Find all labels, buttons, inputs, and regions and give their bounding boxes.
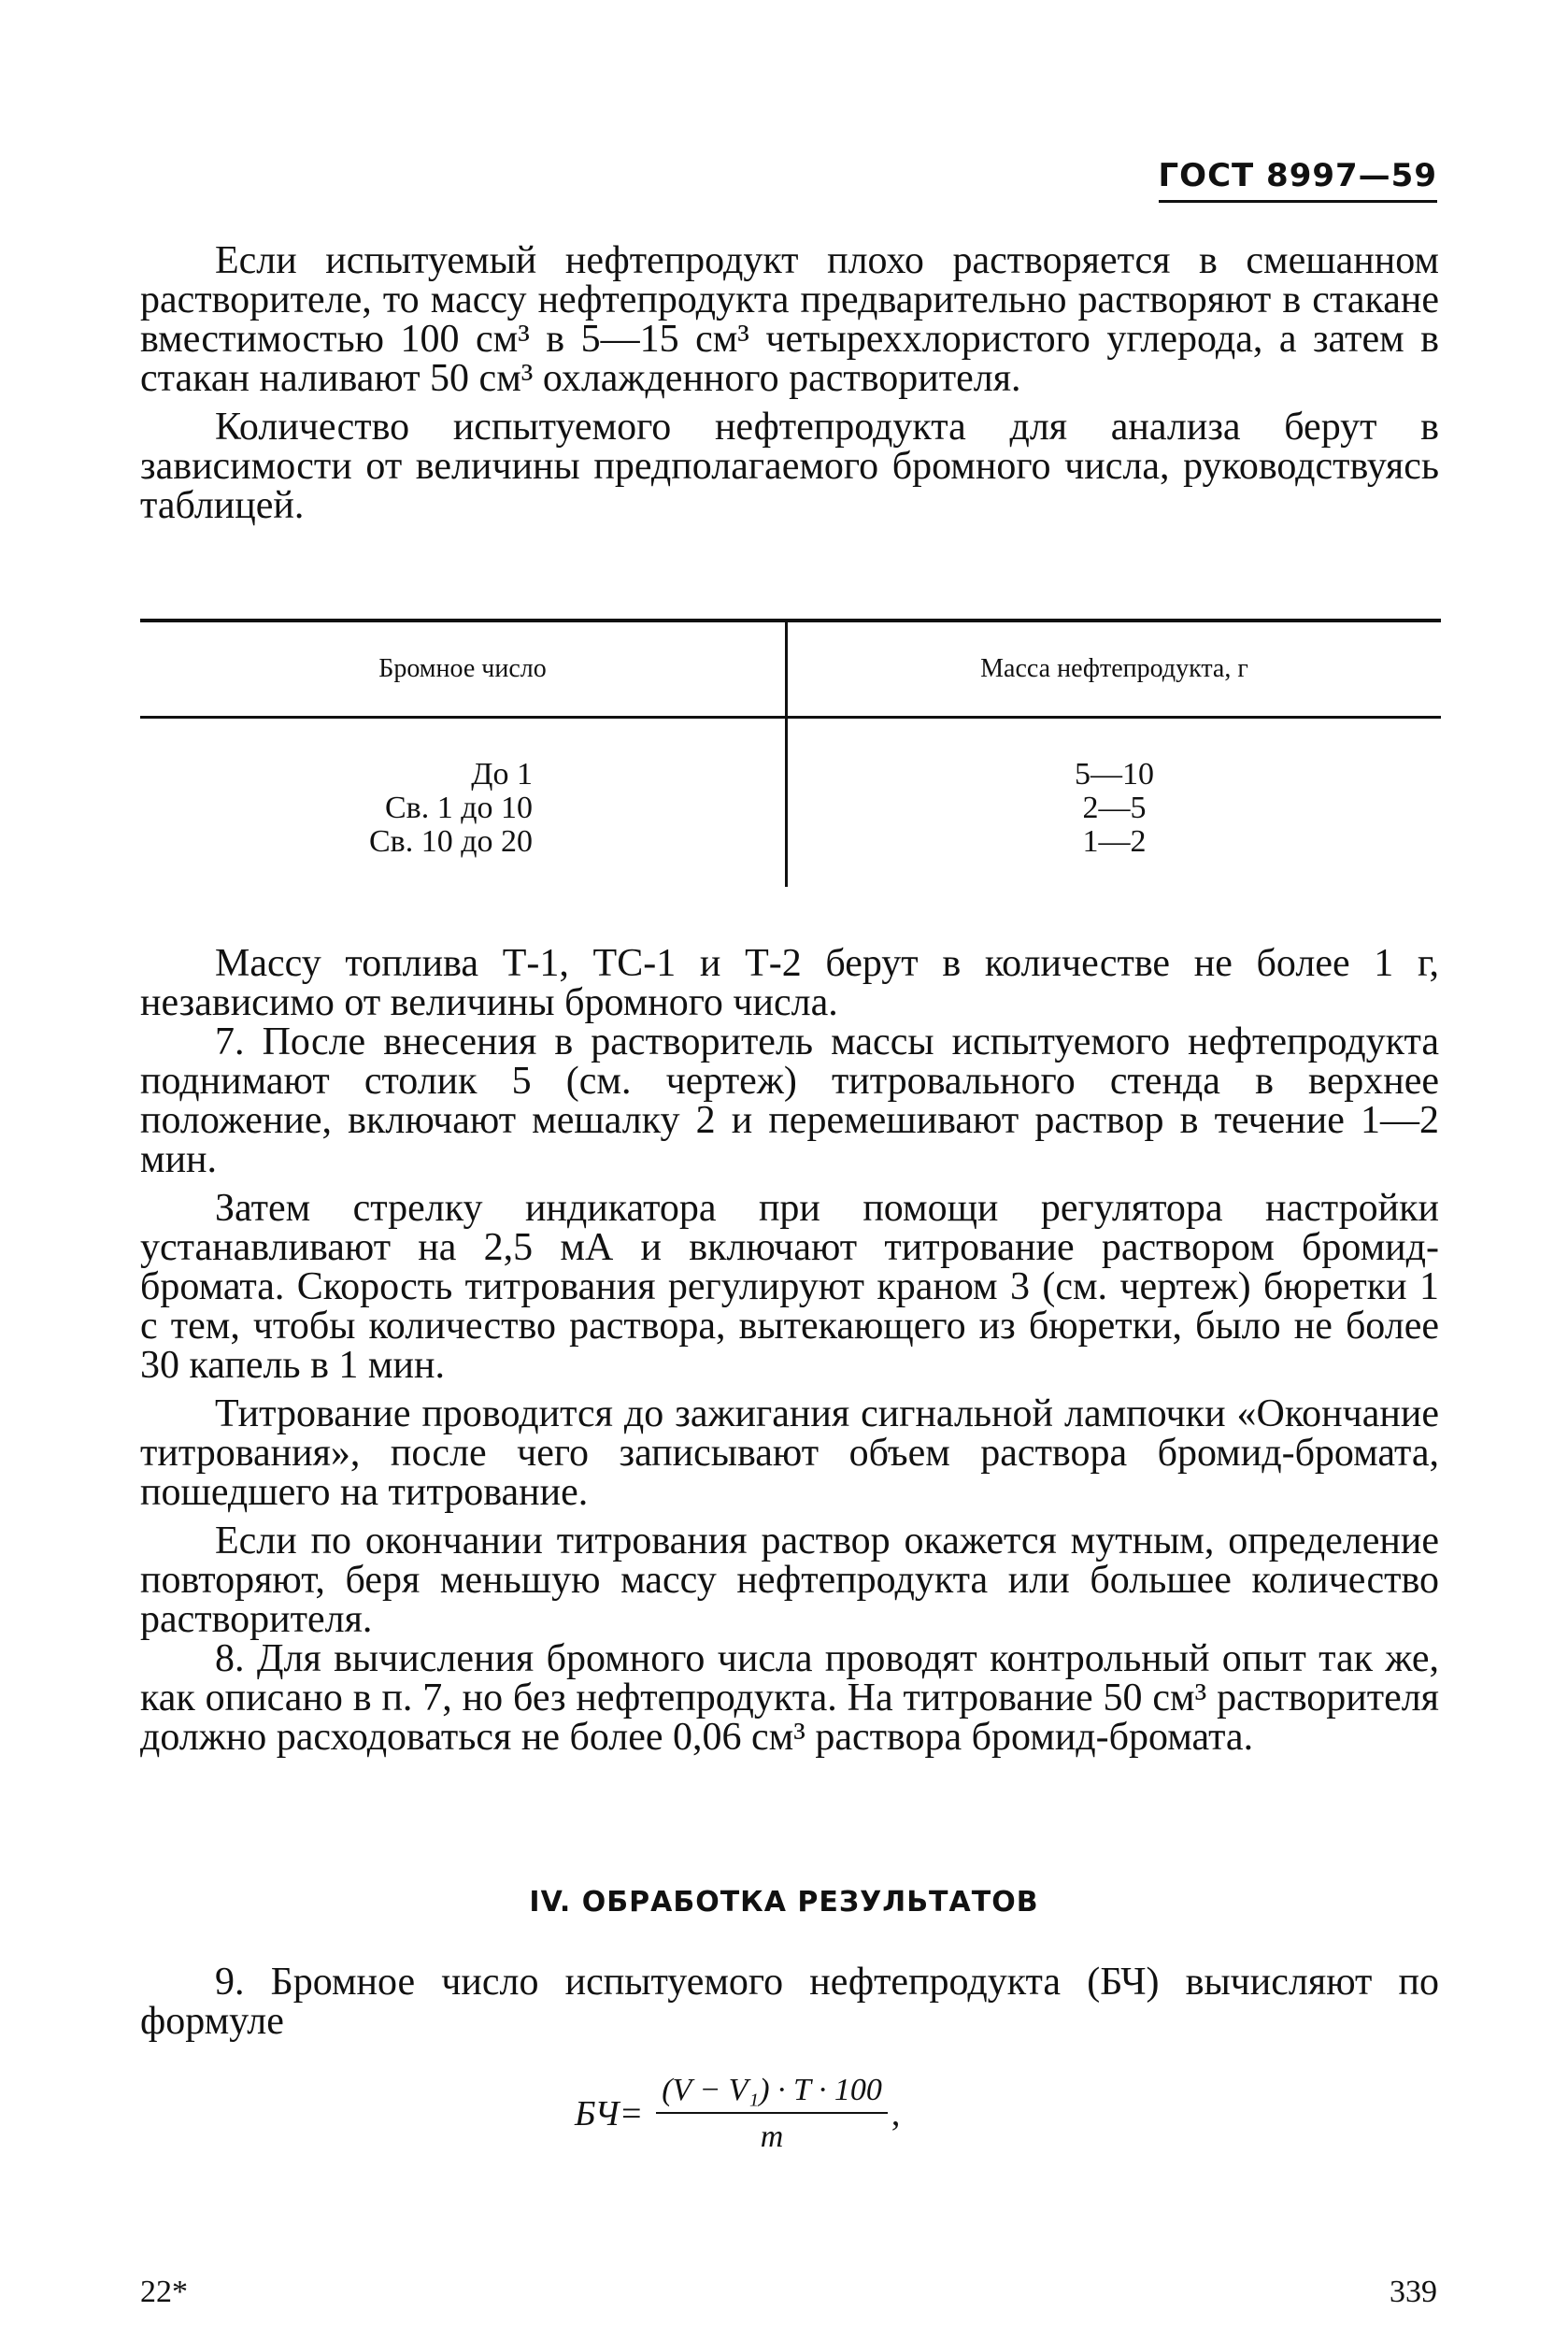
bromine-number-formula — [575, 2073, 900, 2155]
paragraph-titration-setup: Затем стрелку индикатора при помощи регулятора настройки устанавливают на 2,5 мА и включают титрование раствором бромид-бромата. Скорость титрования регулируют краном 3 (см. чертеж) бюретки 1 с тем, чтобы количество раствора, вытекающего из бюретки, было не более 30 капель в 1 мин. — [140, 1187, 1439, 1387]
results-text — [140, 1962, 1439, 2041]
table-header-mass: Масса нефтепродукта, г — [980, 654, 1248, 683]
mass-table — [140, 619, 1441, 870]
table-row — [140, 792, 785, 825]
table-cell-mass: 1—2 — [1082, 824, 1147, 859]
paragraph-step-8: 8. Для вычисления бромного числа проводят контрольный опыт так же, как описано в п. 7, но без нефтепродукта. На титрование 50 см³ растворителя должно расходоваться не более 0,06 см³ раствора бромид-бромата. — [140, 1637, 1439, 1759]
paragraph-turbid: Если по окончании титрования раствор окажется мутным, определение повторяют, беря меньшую массу нефтепродукта или большее количество растворителя. — [140, 1520, 1439, 1641]
paragraph-titration-end: Титрование проводится до зажигания сигнальной лампочки «Окончание титрования», после чего записывают объем раствора бромид-бромата, пошедшего на титрование. — [140, 1392, 1439, 1514]
table-cell-bromine: До 1 — [471, 757, 533, 792]
table-header-row — [140, 622, 1441, 716]
table-column-bromine — [140, 758, 785, 870]
formula-lhs: БЧ= — [575, 2094, 644, 2133]
paragraph-fuel-mass: Массу топлива Т-1, ТС-1 и Т-2 берут в количестве не более 1 г, независимо от величины бромного числа. — [140, 942, 1439, 1024]
paragraph-step-7: 7. После внесения в растворитель массы испытуемого нефтепродукта поднимают столик 5 (см. чертеж) титровального стенда в верхнее положение, включают мешалку 2 и перемешивают раствор в течение 1—2 мин. — [140, 1020, 1439, 1181]
page-number: 339 — [1390, 2275, 1437, 2309]
table-row — [140, 825, 785, 859]
intro-text — [140, 241, 1439, 525]
table-column-mass — [788, 758, 1441, 870]
section-heading: IV. ОБРАБОТКА РЕЗУЛЬТАТОВ — [529, 1886, 1039, 1919]
procedure-text — [140, 944, 1439, 1757]
page-header — [1159, 157, 1438, 203]
table-cell-mass: 2—5 — [1082, 791, 1147, 825]
standard-number: ГОСТ 8997—59 — [1158, 157, 1437, 194]
table-row — [140, 758, 785, 792]
table-cell-bromine: Св. 10 до 20 — [368, 824, 533, 859]
table-cell-mass: 5—10 — [1075, 757, 1154, 792]
paragraph-step-9: 9. Бромное число испытуемого нефтепродукта (БЧ) вычисляют по формуле — [140, 1961, 1439, 2043]
signature-mark: 22* — [140, 2275, 188, 2309]
table-header-bromine: Бромное число — [378, 654, 547, 683]
header-underline — [1159, 200, 1438, 203]
paragraph-quantity: Количество испытуемого нефтепродукта для анализа берут в зависимости от величины предполагаемого бромного числа, руководствуясь таблицей. — [140, 406, 1439, 527]
formula-denominator: m — [760, 2119, 784, 2154]
formula-fraction — [656, 2073, 888, 2155]
table-body — [140, 719, 1441, 870]
paragraph-dissolve: Если испытуемый нефтепродукт плохо растворяется в смешанном растворителе, то массу нефтепродукта предварительно растворяют в стакане вместимостью 100 см³ в 5—15 см³ четыреххлористого углерода, а затем в стакан наливают 50 см³ охлажденного растворителя. — [140, 239, 1439, 400]
formula-trailing-comma: , — [891, 2094, 901, 2133]
table-cell-bromine: Св. 1 до 10 — [384, 791, 533, 825]
formula-numerator: (V − V₁) · T · 100 — [656, 2073, 888, 2114]
